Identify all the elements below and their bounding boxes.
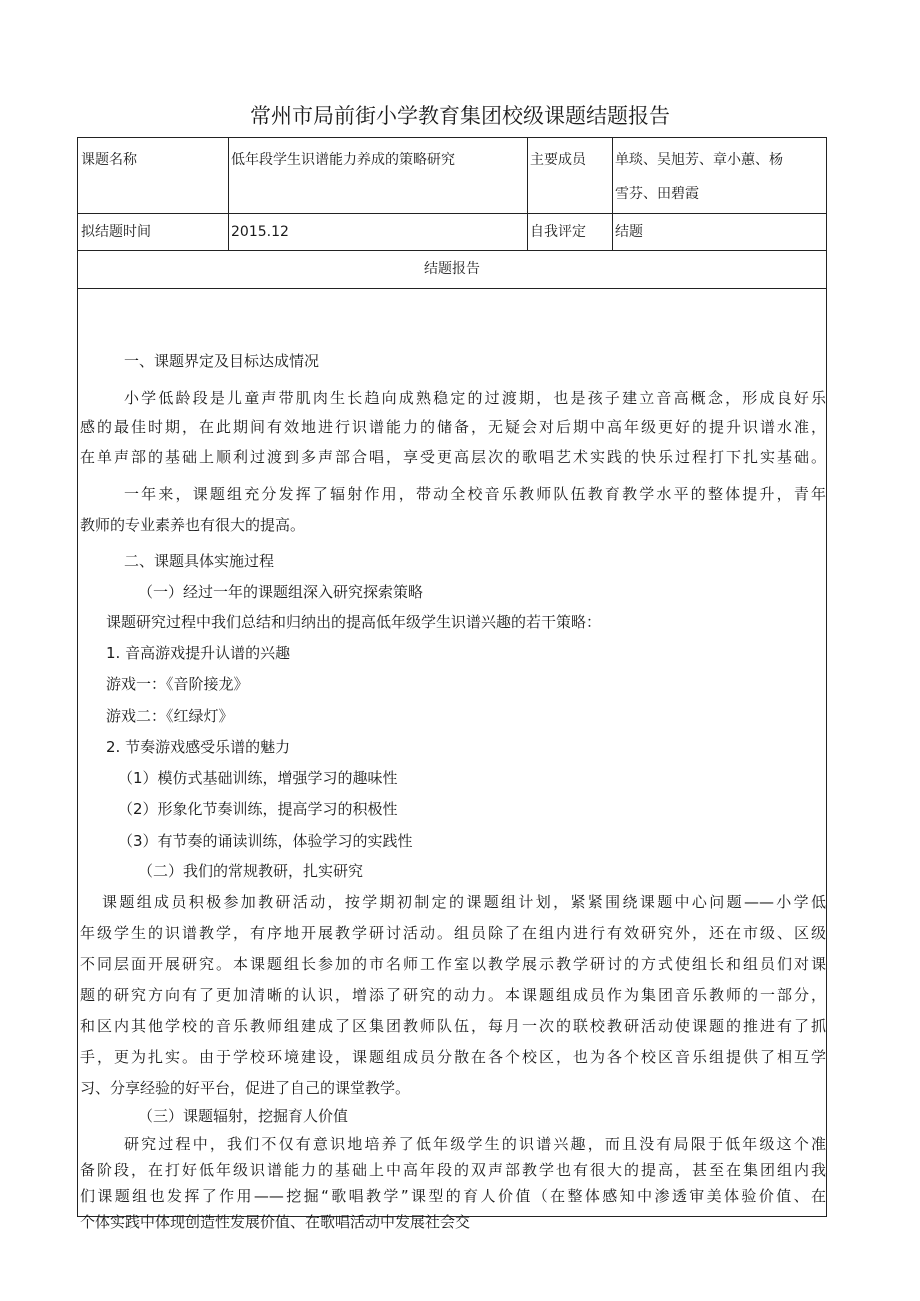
list-item: （2）形象化节奏训练，提高学习的积极性 bbox=[118, 800, 398, 818]
paragraph-line: 不同层面开展研究。本课题组长参加的市名师工作室以教学展示教学研讨的方式使组长和组员们对课 bbox=[80, 955, 826, 973]
column-divider bbox=[228, 138, 229, 250]
topic-label: 课题名称 bbox=[81, 152, 137, 168]
subsection-heading: （三）课题辐射，挖掘育人价值 bbox=[138, 1107, 349, 1125]
paragraph-line: 在单声部的基础上顺利过渡到多声部合唱，享受更高层次的歌唱艺术实践的快乐过程打下扎实基础。 bbox=[80, 448, 826, 466]
list-item: 游戏一：《音阶接龙》 bbox=[106, 675, 249, 693]
list-item: 游戏二：《红绿灯》 bbox=[106, 707, 234, 725]
list-item: 1. 音高游戏提升认谱的兴趣 bbox=[106, 644, 291, 662]
paragraph-line: 研究过程中，我们不仅有意识地培养了低年级学生的识谱兴趣，而且没有局限于低年级这个准 bbox=[124, 1135, 826, 1153]
paragraph-line: 教师的专业素养也有很大的提高。 bbox=[80, 516, 306, 534]
row-divider bbox=[78, 213, 826, 214]
document-title: 常州市局前街小学教育集团校级课题结题报告 bbox=[250, 104, 670, 128]
paragraph-line: 小学低龄段是儿童声带肌肉生长趋向成熟稳定的过渡期，也是孩子建立音高概念，形成良好乐 bbox=[124, 389, 826, 407]
subsection-heading: （二）我们的常规教研，扎实研究 bbox=[138, 862, 364, 880]
paragraph-line: 们课题组也发挥了作用——挖掘“歌唱教学”课型的育人价值（在整体感知中渗透审美体验价值、在 bbox=[80, 1187, 826, 1205]
paragraph-line: 和区内其他学校的音乐教师组建成了区集团教师队伍，每月一次的联校教研活动使课题的推进有了抓 bbox=[80, 1017, 826, 1035]
paragraph-line: 年级学生的识谱教学，有序地开展教学研讨活动。组员除了在组内进行有效研究外，还在市级、区级 bbox=[80, 924, 826, 942]
report-header: 结题报告 bbox=[424, 261, 480, 277]
paragraph-line: 手，更为扎实。由于学校环境建设，课题组成员分散在各个校区，也为各个校区音乐组提供了相互学 bbox=[80, 1048, 826, 1066]
time-value: 2015.12 bbox=[231, 224, 289, 240]
eval-label: 自我评定 bbox=[530, 224, 586, 240]
section-heading: 二、课题具体实施过程 bbox=[124, 552, 275, 570]
subsection-heading: （一）经过一年的课题组深入研究探索策略 bbox=[138, 583, 424, 601]
section-heading: 一、课题界定及目标达成情况 bbox=[124, 352, 320, 370]
paragraph-line: 一年来，课题组充分发挥了辐射作用，带动全校音乐教师队伍教育教学水平的整体提升，青年 bbox=[124, 485, 826, 503]
paragraph-line: 感的最佳时期，在此期间有效地进行识谱能力的储备，无疑会对后期中高年级更好的提升识谱水准， bbox=[80, 418, 826, 436]
paragraph-line: 课题组成员积极参加教研活动，按学期初制定的课题组计划，紧紧围绕课题中心问题——小学低 bbox=[102, 893, 826, 911]
time-label: 拟结题时间 bbox=[81, 224, 151, 240]
column-divider bbox=[527, 138, 528, 250]
members-label: 主要成员 bbox=[530, 152, 586, 168]
list-item: （3）有节奏的诵读训练，体验学习的实践性 bbox=[118, 832, 413, 850]
topic-value: 低年段学生识谱能力养成的策略研究 bbox=[231, 152, 455, 168]
paragraph-line: 习、分享经验的好平台，促进了自己的课堂教学。 bbox=[80, 1079, 411, 1097]
eval-value: 结题 bbox=[615, 224, 643, 240]
paragraph-line: 个体实践中体现创造性发展价值、在歌唱活动中发展社会交 bbox=[80, 1213, 471, 1231]
report-form bbox=[77, 137, 827, 1231]
column-divider bbox=[612, 138, 613, 250]
paragraph-line: 备阶段，在打好低年级识谱能力的基础上中高年段的双声部教学也有很大的提高，甚至在集团组内我 bbox=[80, 1161, 826, 1179]
members-value-line1: 单琰、吴旭芳、章小蕙、杨 bbox=[615, 152, 783, 168]
members-value-line2: 雪芬、田碧霞 bbox=[615, 186, 699, 202]
paragraph-line: 题的研究方向有了更加清晰的认识，增添了研究的动力。本课题组成员作为集团音乐教师的一部分， bbox=[80, 986, 826, 1004]
list-item: 2. 节奏游戏感受乐谱的魅力 bbox=[106, 738, 291, 756]
paragraph-line: 课题研究过程中我们总结和归纳出的提高低年级学生识谱兴趣的若干策略： bbox=[106, 613, 602, 631]
row-divider bbox=[78, 288, 826, 289]
list-item: （1）模仿式基础训练，增强学习的趣味性 bbox=[118, 769, 398, 787]
